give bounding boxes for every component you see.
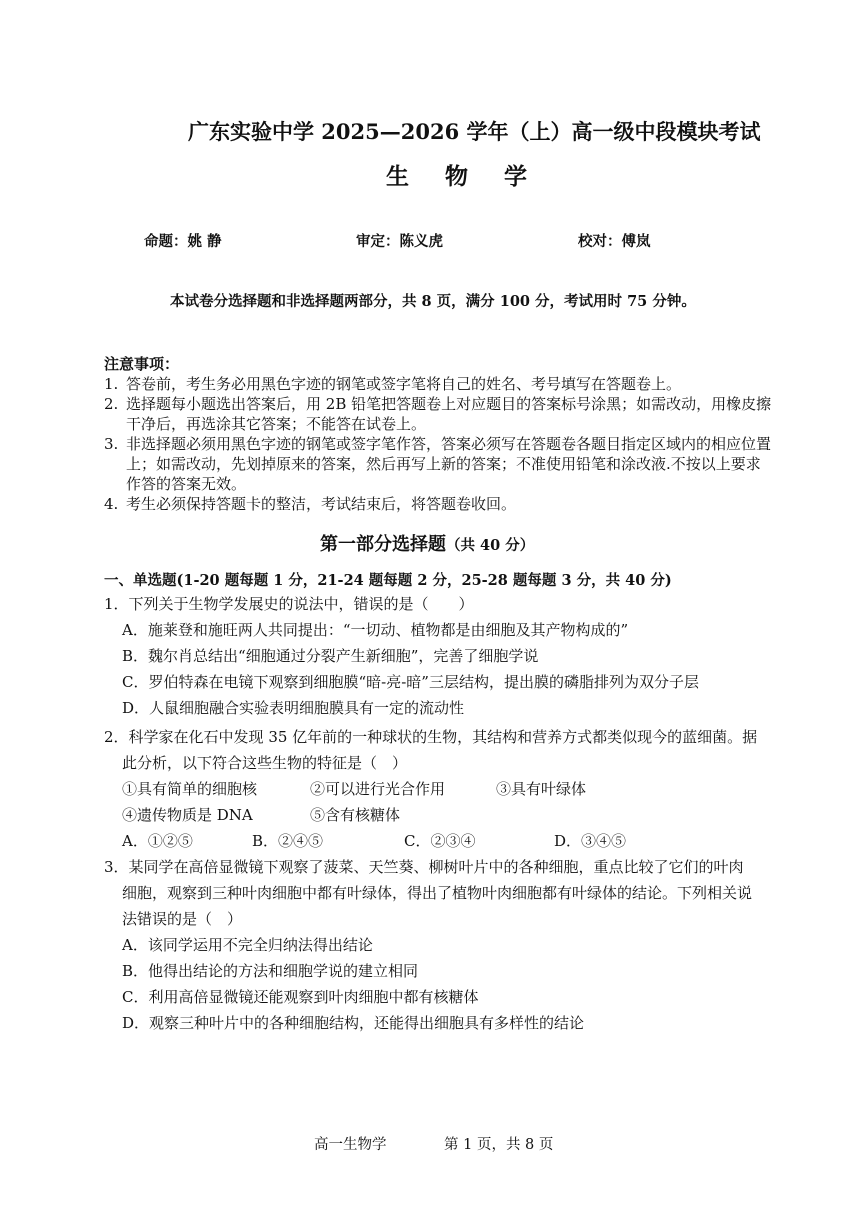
feature-item: ③具有叶绿体 — [496, 780, 587, 798]
credit-author: 命题：姚 静 — [144, 233, 222, 250]
question-stem: 2．科学家在化石中发现 35 亿年前的一种球状的生物，其结构和营养方式都类似现今的蓝细菌。据 — [104, 728, 758, 746]
note-number: 4. — [104, 495, 119, 513]
question-3 — [104, 854, 774, 1036]
question-stem-cont: 细胞，观察到三种叶肉细胞中都有叶绿体，得出了植物叶肉细胞都有叶绿体的结论。下列相关说 — [122, 884, 753, 902]
option-b: B．他得出结论的方法和细胞学说的建立相同 — [122, 962, 419, 980]
notes-block — [104, 354, 774, 514]
note-text: 考生必须保持答题卡的整洁，考试结束后，将答题卷收回。 — [126, 495, 517, 513]
exam-title: 广东实验中学 2025—2026 学年（上）高一级中段模块考试 — [188, 119, 761, 144]
options-row — [104, 828, 774, 854]
note-number: 3. — [104, 435, 119, 453]
note-item — [104, 374, 774, 394]
question-1 — [104, 591, 774, 721]
feature-item: ②可以进行光合作用 — [310, 780, 446, 798]
exam-intro: 本试卷分选择题和非选择题两部分，共 8 页，满分 100 分，考试用时 75 分钟。 — [170, 293, 696, 310]
feature-item: ⑤含有核糖体 — [310, 806, 401, 824]
question-stem: 3．某同学在高倍显微镜下观察了菠菜、天竺葵、柳树叶片中的各种细胞，重点比较了它们的叶肉 — [104, 858, 744, 876]
part1-title: 第一部分选择题 — [320, 534, 446, 555]
option-c: C．利用高倍显微镜还能观察到叶肉细胞中都有核糖体 — [122, 988, 479, 1006]
part1-score: （共 40 分） — [446, 537, 535, 554]
option-d: D．人鼠细胞融合实验表明细胞膜具有一定的流动性 — [122, 699, 465, 717]
option-a: A．施莱登和施旺两人共同提出：“一切动、植物都是由细胞及其产物构成的” — [122, 621, 629, 639]
note-number: 1. — [104, 375, 119, 393]
note-item — [104, 394, 774, 434]
part1-title-block — [320, 530, 534, 556]
question-stem: 1．下列关于生物学发展史的说法中，错误的是（ ） — [104, 595, 474, 613]
option-a: A．①②⑤ — [122, 832, 193, 850]
question-2 — [104, 724, 774, 854]
note-item — [104, 494, 774, 514]
note-text: 非选择题必须用黑色字迹的钢笔或签字笔作答，答案必须写在答题卷各题目指定区域内的相应位置上；如需改动，先划掉原来的答案，然后再写上新的答案；不准使用铅笔和涂改液.不按以上要求作答的答案无效。 — [126, 435, 772, 493]
footer-page: 第 1 页，共 8 页 — [444, 1137, 554, 1153]
notes-heading: 注意事项： — [104, 355, 180, 373]
option-a: A．该同学运用不完全归纳法得出结论 — [122, 936, 373, 954]
note-text: 答卷前，考生务必用黑色字迹的钢笔或签字笔将自己的姓名、考号填写在答题卷上。 — [126, 375, 682, 393]
feature-row — [104, 776, 774, 802]
credit-proofreader: 校对：傅岚 — [578, 233, 651, 250]
option-b: B．魏尔肖总结出“细胞通过分裂产生新细胞”，完善了细胞学说 — [122, 647, 539, 665]
credit-reviewer: 审定：陈义虎 — [356, 233, 443, 250]
question-stem-cont: 此分析，以下符合这些生物的特征是（ ） — [122, 754, 408, 772]
section-heading: 一、单选题(1-20 题每题 1 分，21-24 题每题 2 分，25-28 题每题 3 分，共 40 分) — [104, 572, 672, 589]
footer-subject: 高一生物学 — [314, 1137, 387, 1153]
subject-title: 生 物 学 — [386, 163, 542, 190]
feature-row — [104, 802, 774, 828]
note-text: 选择题每小题选出答案后，用 2B 铅笔把答题卷上对应题目的答案标号涂黑；如需改动，用橡皮擦干净后，再选涂其它答案；不能答在试卷上。 — [126, 395, 772, 433]
feature-item: ④遗传物质是 DNA — [122, 806, 253, 824]
feature-item: ①具有简单的细胞核 — [122, 780, 258, 798]
option-d: D．③④⑤ — [554, 832, 627, 850]
option-b: B．②④⑤ — [252, 832, 324, 850]
note-number: 2. — [104, 395, 119, 413]
note-item — [104, 434, 774, 494]
option-c: C．罗伯特森在电镜下观察到细胞膜“暗-亮-暗”三层结构，提出膜的磷脂排列为双分子层 — [122, 673, 699, 691]
question-stem-cont: 法错误的是（ ） — [122, 910, 243, 928]
option-c: C．②③④ — [404, 832, 476, 850]
option-d: D．观察三种叶片中的各种细胞结构，还能得出细胞具有多样性的结论 — [122, 1014, 585, 1032]
